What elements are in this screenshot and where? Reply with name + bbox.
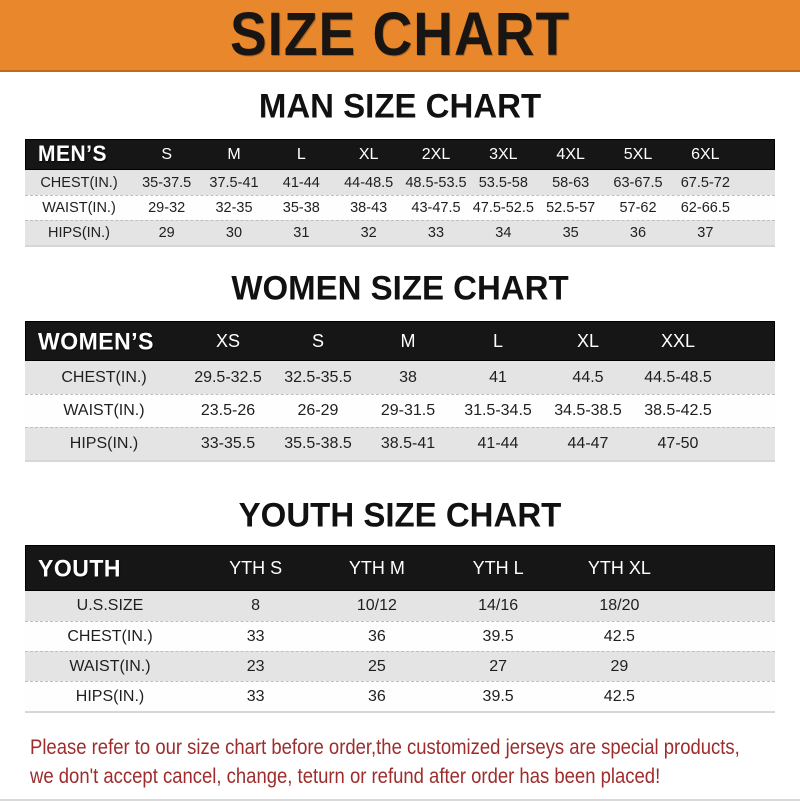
size-value: 35-38 [282, 200, 320, 216]
size-column-header: L [492, 330, 503, 351]
size-value: 23.5-26 [200, 402, 256, 419]
size-column-header: L [296, 145, 306, 163]
size-column-header: 5XL [623, 145, 653, 163]
size-value: 23 [246, 657, 265, 675]
size-value: 52.5-57 [546, 200, 596, 216]
size-value: 53.5-58 [478, 174, 528, 191]
measurement-row-label: HIPS(IN.) [75, 687, 145, 705]
size-column-header: XS [215, 330, 240, 351]
size-column-header: S [311, 330, 324, 351]
measurement-row-label: CHEST(IN.) [40, 174, 118, 191]
size-chart-banner [0, 0, 800, 72]
measurement-row-label: CHEST(IN.) [61, 368, 147, 386]
size-value: 25 [367, 657, 386, 675]
size-value: 35-37.5 [142, 174, 192, 191]
measurement-row-label: WAIST(IN.) [42, 200, 116, 216]
table-row [25, 681, 775, 711]
size-column-header: YTH M [348, 557, 405, 578]
table-row [25, 651, 775, 681]
size-value: 39.5 [482, 627, 514, 645]
size-column-header: M [227, 145, 241, 163]
men-table-title: MEN’S [38, 142, 108, 166]
disclaimer-line-2: we don't accept cancel, change, teturn or refund after order has been placed! [30, 764, 661, 788]
size-value: 32 [360, 225, 377, 241]
table-row [25, 394, 775, 427]
size-value: 8 [251, 597, 261, 614]
size-column-header: M [400, 330, 416, 351]
size-value: 58-63 [552, 174, 590, 191]
size-value: 33-35.5 [200, 435, 256, 452]
women-table-header-row [25, 321, 775, 361]
size-charts-main [0, 86, 800, 713]
size-value: 32.5-35.5 [284, 368, 352, 386]
size-value: 35 [562, 225, 579, 241]
size-column-header: XL [358, 145, 379, 163]
size-value: 29 [610, 657, 629, 675]
measurement-row-label: WAIST(IN.) [63, 402, 145, 419]
size-value: 41 [489, 368, 507, 386]
size-column-header: YTH L [472, 557, 524, 578]
size-value: 29.5-32.5 [194, 368, 262, 386]
size-value: 34 [495, 225, 512, 241]
men-table-header-row [25, 139, 775, 170]
size-column-header: 4XL [556, 145, 585, 163]
size-value: 27 [489, 657, 508, 675]
youth-size-table [25, 545, 775, 713]
measurement-row-label: HIPS(IN.) [69, 435, 139, 452]
size-value: 62-66.5 [680, 200, 730, 216]
size-value: 47-50 [657, 435, 699, 452]
size-value: 38-43 [350, 200, 388, 216]
size-value: 37 [697, 225, 714, 241]
women-size-chart-section [0, 268, 800, 462]
size-value: 67.5-72 [680, 174, 730, 191]
womens-size-table [25, 321, 775, 462]
size-value: 63-67.5 [613, 174, 663, 191]
size-value: 57-62 [619, 200, 657, 216]
youth-table-title: YOUTH [38, 553, 121, 581]
size-value: 29-32 [148, 200, 186, 216]
size-value: 31.5-34.5 [464, 402, 532, 419]
size-column-header: YTH XL [587, 557, 651, 578]
size-value: 35.5-38.5 [284, 435, 352, 452]
size-value: 32-35 [215, 200, 253, 216]
table-row [25, 621, 775, 651]
size-value: 44-47 [567, 435, 609, 452]
size-value: 44.5-48.5 [644, 368, 712, 386]
measurement-row-label: CHEST(IN.) [67, 627, 153, 645]
size-value: 29 [158, 225, 175, 241]
size-column-header: 2XL [421, 145, 451, 163]
size-value: 26-29 [297, 402, 339, 419]
size-value: 33 [246, 687, 265, 705]
women-size-chart-heading: WOMEN SIZE CHART [231, 268, 569, 307]
size-column-header: 6XL [691, 145, 720, 163]
size-value: 41-44 [477, 435, 519, 452]
size-column-header: YTH S [229, 557, 283, 578]
order-disclaimer [30, 734, 740, 792]
disclaimer-line-1: Please refer to our size chart before order,the customized jerseys are special products, [30, 736, 740, 759]
size-value: 33 [246, 627, 265, 645]
table-row [25, 170, 775, 195]
size-value: 42.5 [603, 627, 635, 645]
women-table-title: WOMEN’S [38, 326, 154, 354]
size-value: 34.5-38.5 [554, 402, 622, 419]
man-size-chart-section [0, 86, 800, 247]
size-column-header: XXL [660, 330, 696, 351]
size-value: 42.5 [603, 687, 635, 705]
table-row [25, 427, 775, 460]
table-row [25, 361, 775, 394]
size-value: 36 [629, 225, 647, 241]
size-value: 47.5-52.5 [472, 200, 534, 216]
size-value: 29-31.5 [380, 402, 436, 419]
measurement-row-label: HIPS(IN.) [47, 225, 111, 241]
size-column-header: 3XL [489, 145, 518, 163]
size-value: 48.5-53.5 [405, 174, 467, 191]
measurement-row-label: WAIST(IN.) [69, 657, 151, 675]
size-value: 36 [367, 627, 386, 645]
size-value: 41-44 [282, 174, 320, 191]
size-value: 38.5-41 [380, 435, 436, 452]
man-size-chart-heading: MAN SIZE CHART [258, 86, 542, 125]
page-title: SIZE CHART [229, 0, 571, 69]
size-value: 37.5-41 [209, 174, 259, 191]
size-value: 36 [367, 687, 386, 705]
size-value: 39.5 [482, 687, 514, 705]
mens-size-table [25, 139, 775, 247]
size-value: 38 [399, 368, 417, 386]
table-row [25, 220, 775, 245]
size-value: 43-47.5 [411, 200, 461, 216]
size-value: 38.5-42.5 [644, 402, 712, 419]
size-value: 10/12 [356, 597, 397, 614]
size-value: 30 [225, 225, 243, 241]
size-column-header: S [161, 145, 172, 163]
size-value: 44-48.5 [344, 174, 394, 191]
table-row [25, 591, 775, 621]
measurement-row-label: U.S.SIZE [76, 597, 144, 614]
size-value: 44.5 [572, 368, 604, 386]
youth-size-chart-heading: YOUTH SIZE CHART [238, 495, 562, 534]
size-value: 14/16 [478, 597, 519, 614]
youth-size-chart-section [0, 495, 800, 713]
youth-table-header-row [25, 545, 775, 591]
size-column-header: XL [576, 330, 600, 351]
size-value: 18/20 [599, 597, 640, 614]
table-row [25, 195, 775, 220]
size-value: 31 [293, 225, 310, 241]
size-value: 33 [427, 225, 445, 241]
